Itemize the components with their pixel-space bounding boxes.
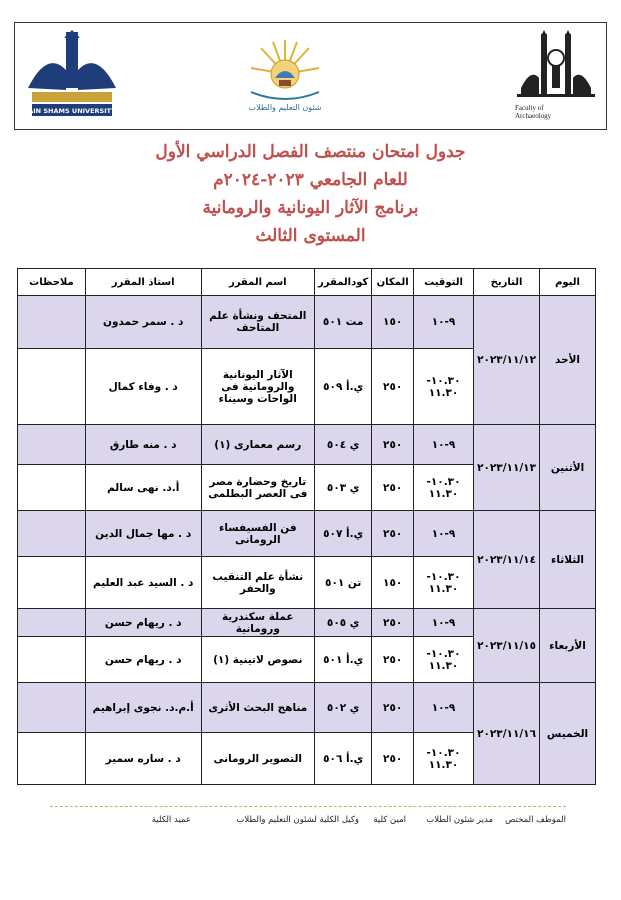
student-affairs-logo-icon (245, 34, 325, 114)
day-cell: الأربعاء (540, 609, 596, 683)
title-program: برنامج الآثار اليونانية والرومانية (202, 198, 419, 218)
day-cell: الخميس (540, 683, 596, 785)
code-cell: ي.أ ٥٠١ (315, 637, 372, 683)
col-course: اسم المقرر (201, 269, 315, 296)
course-cell: مناهج البحث الأثرى (201, 683, 315, 733)
col-time: التوقيت (413, 269, 473, 296)
code-cell: ي ٥٠٥ (315, 609, 372, 637)
notes-cell (18, 683, 86, 733)
day-cell: الثلاثاء (540, 511, 596, 609)
time-cell: ٩-١٠ (413, 683, 473, 733)
document-titles (0, 138, 621, 250)
date-cell: ٢٠٢٣/١١/١٦ (474, 683, 540, 785)
teacher-cell: د . ريهام حسن (85, 637, 201, 683)
place-cell: ٢٥٠ (372, 637, 414, 683)
col-date: التاريخ (474, 269, 540, 296)
code-cell: ي.أ ٥٠٩ (315, 349, 372, 425)
col-place: المكان (372, 269, 414, 296)
time-cell: ٩-١٠ (413, 296, 473, 349)
signature-vice-dean: وكيل الكلية لشئون التعليم والطلاب (236, 815, 359, 825)
teacher-cell: د . ساره سمير (85, 733, 201, 785)
notes-cell (18, 349, 86, 425)
teacher-cell: د . مها جمال الدين (85, 511, 201, 557)
code-cell: ي ٥٠٣ (315, 465, 372, 511)
col-teacher: استاذ المقرر (85, 269, 201, 296)
teacher-cell: د . السيد عبد العليم (85, 557, 201, 609)
place-cell: ٢٥٠ (372, 733, 414, 785)
date-cell: ٢٠٢٣/١١/١٢ (474, 296, 540, 425)
time-cell: ١٠.٣٠- ١١.٣٠ (413, 557, 473, 609)
svg-text:Archaeology: Archaeology (515, 112, 552, 120)
place-cell: ٢٥٠ (372, 349, 414, 425)
place-cell: ٢٥٠ (372, 511, 414, 557)
course-cell: رسم معمارى (١) (201, 425, 315, 465)
table-header-row (18, 269, 596, 296)
university-logo-icon (22, 30, 122, 120)
notes-cell (18, 296, 86, 349)
notes-cell (18, 465, 86, 511)
place-cell: ١٥٠ (372, 557, 414, 609)
time-cell: ١٠.٣٠- ١١.٣٠ (413, 349, 473, 425)
table-row (18, 425, 596, 465)
code-cell: ي ٥٠٢ (315, 683, 372, 733)
course-cell: فن الفسيفساء الرومانى (201, 511, 315, 557)
time-cell: ١٠.٣٠- ١١.٣٠ (413, 465, 473, 511)
date-cell: ٢٠٢٣/١١/١٤ (474, 511, 540, 609)
table-row (18, 609, 596, 637)
teacher-cell: د . ريهام حسن (85, 609, 201, 637)
svg-text:Faculty of: Faculty of (515, 104, 544, 112)
footer-divider (50, 806, 566, 807)
code-cell: تن ٥٠١ (315, 557, 372, 609)
signature-dean: عميد الكلية (151, 815, 191, 825)
signature-college-secretary: امين كلية (373, 815, 406, 825)
course-cell: الآثار اليونانية والرومانية فى الواحات وسيناء (201, 349, 315, 425)
day-cell: الأحد (540, 296, 596, 425)
code-cell: ي.أ ٥٠٧ (315, 511, 372, 557)
teacher-cell: د . وفاء كمال (85, 349, 201, 425)
table-row (18, 296, 596, 349)
time-cell: ٩-١٠ (413, 425, 473, 465)
time-cell: ١٠.٣٠- ١١.٣٠ (413, 637, 473, 683)
date-cell: ٢٠٢٣/١١/١٥ (474, 609, 540, 683)
place-cell: ٢٥٠ (372, 683, 414, 733)
signature-student-affairs-manager: مدير شئون الطلاب (426, 815, 493, 825)
title-main: جدول امتحان منتصف الفصل الدراسي الأول (155, 142, 466, 162)
course-cell: تاريخ وحضارة مصر فى العصر البطلمى (201, 465, 315, 511)
exam-schedule-table (17, 268, 596, 785)
course-cell: عملة سكندرية ورومانية (201, 609, 315, 637)
teacher-cell: أ.د. نهى سالم (85, 465, 201, 511)
col-code: كودالمقرر (315, 269, 372, 296)
table-row (18, 683, 596, 733)
notes-cell (18, 511, 86, 557)
code-cell: ي.أ ٥٠٦ (315, 733, 372, 785)
notes-cell (18, 557, 86, 609)
course-cell: نشأة علم التنقيب والحفر (201, 557, 315, 609)
code-cell: مت ٥٠١ (315, 296, 372, 349)
col-day: اليوم (540, 269, 596, 296)
notes-cell (18, 609, 86, 637)
code-cell: ي ٥٠٤ (315, 425, 372, 465)
time-cell: ٩-١٠ (413, 511, 473, 557)
title-level: المستوى الثالث (255, 226, 366, 246)
place-cell: ٢٥٠ (372, 425, 414, 465)
teacher-cell: د . منه طارق (85, 425, 201, 465)
notes-cell (18, 425, 86, 465)
time-cell: ١٠.٣٠- ١١.٣٠ (413, 733, 473, 785)
place-cell: ٢٥٠ (372, 609, 414, 637)
svg-text:شئون التعليم والطلاب: شئون التعليم والطلاب (248, 103, 322, 112)
title-year: للعام الجامعي ٢٠٢٣-٢٠٢٤م (213, 170, 408, 190)
col-notes: ملاحظات (18, 269, 86, 296)
teacher-cell: د . سمر حمدون (85, 296, 201, 349)
teacher-cell: أ.م.د. نجوى إبراهيم (85, 683, 201, 733)
time-cell: ٩-١٠ (413, 609, 473, 637)
svg-text:AIN SHAMS UNIVERSITY: AIN SHAMS UNIVERSITY (28, 107, 116, 115)
date-cell: ٢٠٢٣/١١/١٣ (474, 425, 540, 511)
day-cell: الأثنين (540, 425, 596, 511)
notes-cell (18, 733, 86, 785)
place-cell: ٢٥٠ (372, 465, 414, 511)
faculty-logo-icon (511, 28, 601, 120)
course-cell: نصوص لاتينية (١) (201, 637, 315, 683)
notes-cell (18, 637, 86, 683)
place-cell: ١٥٠ (372, 296, 414, 349)
course-cell: المتحف ونشأة علم المتاحف (201, 296, 315, 349)
signature-clerk: الموظف المختص (505, 815, 566, 825)
table-row (18, 511, 596, 557)
course-cell: التصوير الرومانى (201, 733, 315, 785)
